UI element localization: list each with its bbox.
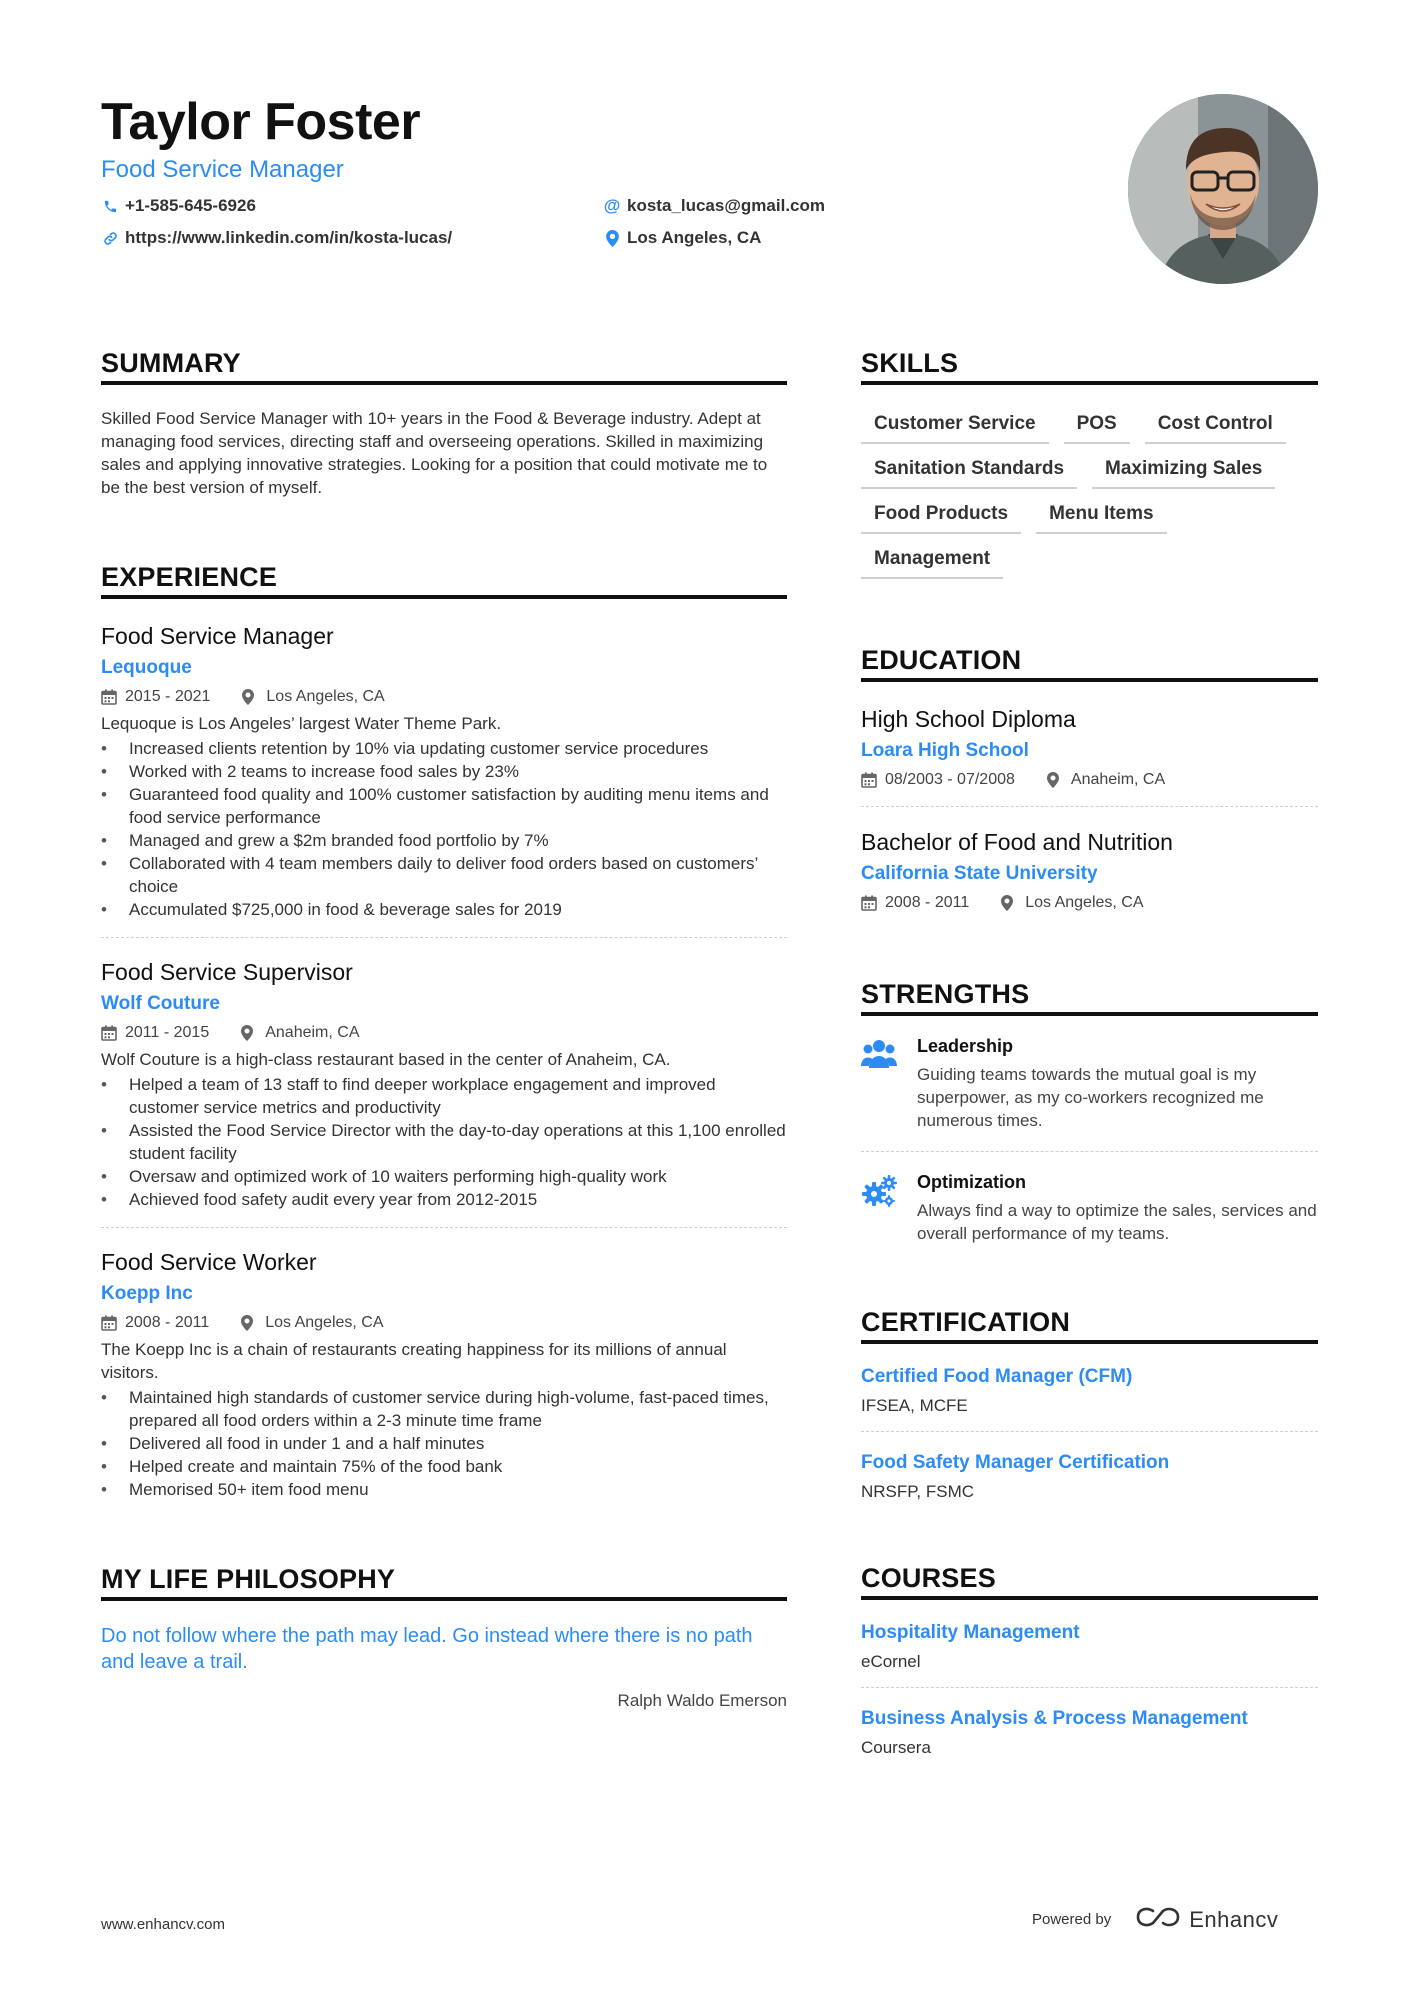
- job-dates: 2008 - 2011: [125, 1314, 210, 1331]
- map-pin-icon: [603, 229, 621, 247]
- strength-text: Guiding teams towards the mutual goal is my superpower, as my co-workers recognized me numerous times.: [917, 1065, 1264, 1130]
- skill-tag: Customer Service: [861, 399, 1049, 444]
- job-location: Anaheim, CA: [265, 1024, 360, 1041]
- job-title: Food Service Manager: [101, 623, 334, 649]
- education-item: [861, 706, 1318, 789]
- linkedin-text: https://www.linkedin.com/in/kosta-lucas/: [125, 228, 453, 247]
- phone-icon: [101, 197, 119, 215]
- course-provider: Coursera: [861, 1738, 931, 1757]
- candidate-name: Taylor Foster: [101, 93, 421, 151]
- location-contact: [603, 228, 761, 248]
- left-column: [101, 348, 787, 1711]
- company-name: Koepp Inc: [101, 1283, 193, 1304]
- bullet-item: • Accumulated $725,000 in food & beverage sales for 2019: [101, 898, 787, 921]
- calendar-icon: [101, 1315, 117, 1331]
- skill-tag: Management: [861, 534, 1003, 579]
- gears-icon: [861, 1174, 897, 1214]
- calendar-icon: [101, 1025, 117, 1041]
- certification-issuer: IFSEA, MCFE: [861, 1396, 968, 1415]
- map-pin-icon: [241, 1025, 257, 1041]
- divider: [101, 1227, 787, 1228]
- job-location: Los Angeles, CA: [265, 1314, 384, 1331]
- bullet-item: • Oversaw and optimized work of 10 waiters performing high-quality work: [101, 1165, 787, 1188]
- profile-photo: [1128, 94, 1318, 284]
- job-dates: 2011 - 2015: [125, 1024, 210, 1041]
- footer-website[interactable]: www.enhancv.com: [101, 1916, 225, 1933]
- education-meta: [861, 771, 1318, 789]
- candidate-role: Food Service Manager: [101, 156, 344, 183]
- calendar-icon: [101, 689, 117, 705]
- bullet-item: • Helped a team of 13 staff to find deeper workplace engagement and improved customer service metrics and productivity: [101, 1073, 787, 1119]
- bullet-item: • Collaborated with 4 team members daily to deliver food orders based on customers’ choice: [101, 852, 787, 898]
- divider: [861, 1431, 1318, 1432]
- education-location: Anaheim, CA: [1070, 771, 1166, 788]
- job-description: Wolf Couture is a high-class restaurant based in the center of Anaheim, CA.: [101, 1050, 671, 1069]
- education-meta: [861, 894, 1318, 912]
- skills-list: [861, 399, 1318, 579]
- phone-text: +1-585-645-6926: [125, 196, 256, 215]
- philosophy-quote: Do not follow where the path may lead. Go instead where there is no path and leave a trail.: [101, 1625, 753, 1673]
- footer-branding[interactable]: [1032, 1905, 1278, 1934]
- course-name: Business Analysis & Process Management: [861, 1708, 1248, 1729]
- bullet-item: • Increased clients retention by 10% via updating customer service procedures: [101, 737, 787, 760]
- strength-title: Optimization: [917, 1172, 1026, 1192]
- bullet-item: • Achieved food safety audit every year from 2012-2015: [101, 1188, 787, 1211]
- education-heading: EDUCATION: [861, 645, 1318, 682]
- calendar-icon: [861, 895, 877, 911]
- location-text: Los Angeles, CA: [627, 228, 762, 247]
- certification-heading: CERTIFICATION: [861, 1307, 1318, 1344]
- philosophy-heading: MY LIFE PHILOSOPHY: [101, 1564, 787, 1601]
- map-pin-icon: [1001, 895, 1017, 911]
- summary-heading: SUMMARY: [101, 348, 787, 385]
- users-icon: [861, 1038, 897, 1078]
- course-name: Hospitality Management: [861, 1622, 1080, 1643]
- strength-item: [861, 1172, 1318, 1245]
- experience-item: [101, 1249, 787, 1501]
- certification-name: Food Safety Manager Certification: [861, 1452, 1170, 1473]
- education-dates: 08/2003 - 07/2008: [885, 771, 1015, 788]
- courses-heading: COURSES: [861, 1563, 1318, 1600]
- bullet-item: • Memorised 50+ item food menu: [101, 1478, 787, 1501]
- education-dates: 2008 - 2011: [885, 894, 970, 911]
- skill-tag: Cost Control: [1145, 399, 1286, 444]
- bullet-item: • Managed and grew a $2m branded food portfolio by 7%: [101, 829, 787, 852]
- strengths-heading: STRENGTHS: [861, 979, 1318, 1016]
- summary-text: Skilled Food Service Manager with 10+ years in the Food & Beverage industry. Adept at managing food services, directing staff and overseeing operations. Skilled in maximizing sales and applying innovative strategies. Looking for a position that could motivate me to be the best version of myself.: [101, 409, 768, 497]
- certification-issuer: NRSFP, FSMC: [861, 1482, 975, 1501]
- brand-name: Enhancv: [1189, 1906, 1279, 1932]
- skill-tag: POS: [1064, 399, 1130, 444]
- bullet-item: • Worked with 2 teams to increase food sales by 23%: [101, 760, 787, 783]
- phone-contact[interactable]: [101, 196, 256, 216]
- education-location: Los Angeles, CA: [1025, 894, 1144, 911]
- course-item: [861, 1622, 1318, 1672]
- powered-by-text: Powered by: [1032, 1911, 1112, 1928]
- experience-heading: EXPERIENCE: [101, 562, 787, 599]
- degree-title: Bachelor of Food and Nutrition: [861, 829, 1173, 855]
- bullet-item: • Assisted the Food Service Director with the day-to-day operations at this 1,100 enrolled student facility: [101, 1119, 787, 1165]
- calendar-icon: [861, 772, 877, 788]
- job-description: The Koepp Inc is a chain of restaurants creating happiness for its millions of annual visitors.: [101, 1340, 727, 1382]
- skill-tag: Food Products: [861, 489, 1021, 534]
- bullet-item: • Maintained high standards of customer service during high-volume, fast-paced times, prepared all food orders within a 2-3 minute time frame: [101, 1386, 787, 1432]
- company-name: Lequoque: [101, 657, 192, 678]
- degree-title: High School Diploma: [861, 706, 1076, 732]
- right-column: [861, 348, 1318, 1758]
- bullet-item: • Delivered all food in under 1 and a half minutes: [101, 1432, 787, 1455]
- divider: [101, 937, 787, 938]
- certification-item: [861, 1452, 1318, 1502]
- school-name: Loara High School: [861, 740, 1029, 761]
- job-bullets: [101, 737, 787, 921]
- email-contact[interactable]: [603, 196, 825, 216]
- skills-heading: SKILLS: [861, 348, 1318, 385]
- divider: [861, 1687, 1318, 1688]
- certification-name: Certified Food Manager (CFM): [861, 1366, 1133, 1387]
- divider: [861, 1151, 1318, 1152]
- job-description: Lequoque is Los Angeles’ largest Water Theme Park.: [101, 714, 502, 733]
- experience-item: [101, 959, 787, 1211]
- linkedin-contact[interactable]: [101, 228, 452, 248]
- bullet-item: • Helped create and maintain 75% of the food bank: [101, 1455, 787, 1478]
- course-provider: eCornel: [861, 1652, 921, 1671]
- email-text: kosta_lucas@gmail.com: [627, 196, 825, 215]
- education-item: [861, 829, 1318, 912]
- divider: [861, 806, 1318, 807]
- job-meta: [101, 1024, 787, 1042]
- bullet-item: • Guaranteed food quality and 100% customer satisfaction by auditing menu items and food service performance: [101, 783, 787, 829]
- company-name: Wolf Couture: [101, 993, 220, 1014]
- map-pin-icon: [1047, 772, 1063, 788]
- map-pin-icon: [241, 1315, 257, 1331]
- job-bullets: [101, 1073, 787, 1211]
- enhancv-logo-icon: [1135, 1905, 1181, 1934]
- certification-item: [861, 1366, 1318, 1416]
- job-meta: [101, 1314, 787, 1332]
- experience-item: [101, 623, 787, 921]
- school-name: California State University: [861, 863, 1098, 884]
- job-location: Los Angeles, CA: [266, 688, 385, 705]
- job-bullets: [101, 1386, 787, 1501]
- strength-text: Always find a way to optimize the sales, services and overall performance of my teams.: [917, 1201, 1317, 1243]
- course-item: [861, 1708, 1318, 1758]
- strength-item: [861, 1036, 1318, 1132]
- quote-author: Ralph Waldo Emerson: [617, 1691, 787, 1710]
- strength-title: Leadership: [917, 1036, 1014, 1056]
- job-title: Food Service Worker: [101, 1249, 317, 1275]
- skill-tag: Maximizing Sales: [1092, 444, 1275, 489]
- job-meta: [101, 688, 787, 706]
- skill-tag: Menu Items: [1036, 489, 1167, 534]
- map-pin-icon: [242, 689, 258, 705]
- job-title: Food Service Supervisor: [101, 959, 353, 985]
- skill-tag: Sanitation Standards: [861, 444, 1077, 489]
- link-icon: [101, 229, 119, 247]
- job-dates: 2015 - 2021: [125, 688, 211, 705]
- at-icon: @: [603, 196, 621, 215]
